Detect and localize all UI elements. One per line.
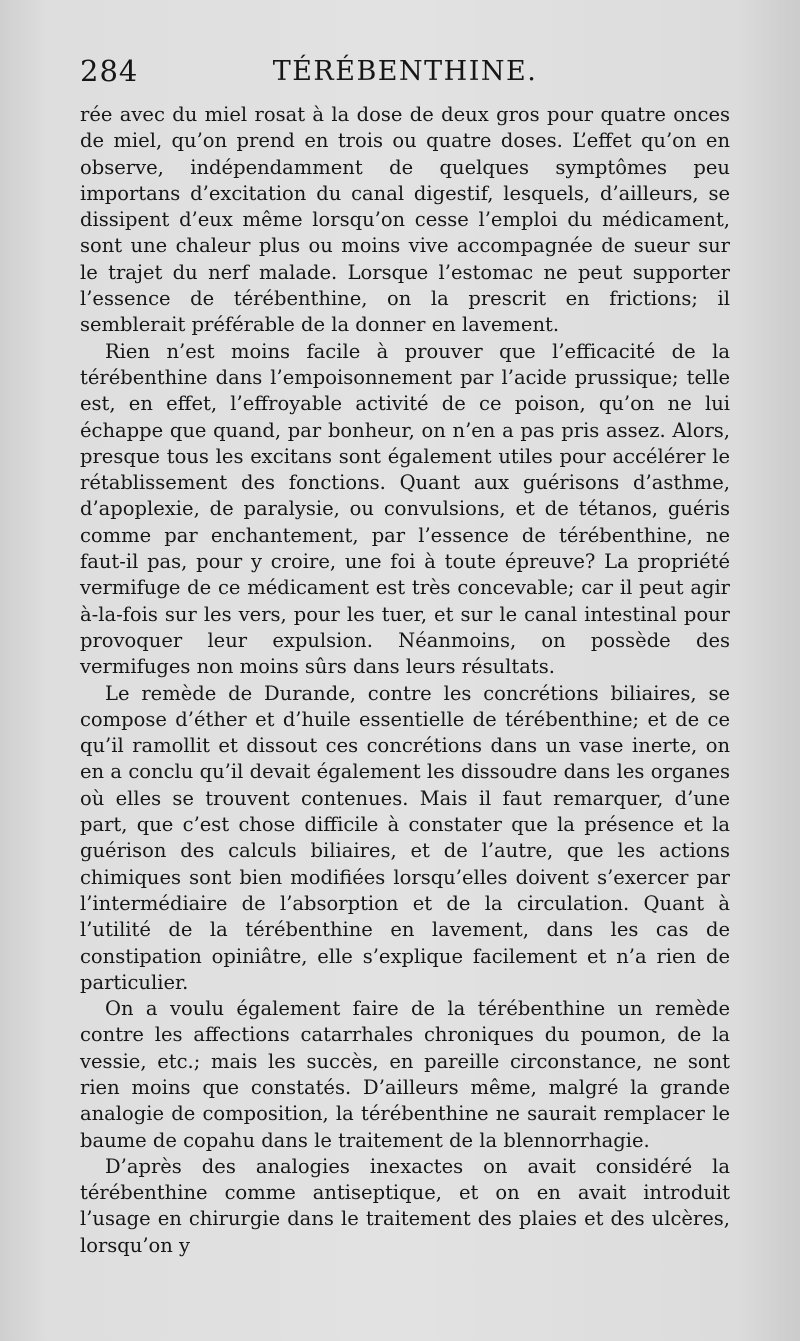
running-title: TÉRÉBENTHINE. <box>272 56 538 87</box>
paragraph-antiseptic: D’après des analogies inexactes on avait considéré la térébenthine comme antiseptique, et on en avait introduit l’usage en chirurgie dans le traitement des plaies et des ulcères, lorsqu’on y <box>80 1154 730 1257</box>
paragraph-catarrhal-affections: On a voulu également faire de la térébenthine un remède contre les affections catarrhales chroniques du poumon, de la vessie, etc.; mais les succès, en pareille circonstance, ne sont rien moins que constatés. D’ailleurs même, malgré la grande analogie de composition, la térébenthine ne saurait remplacer le baume de copahu dans le traitement de la blennorrhagie. <box>80 997 730 1152</box>
paragraph-continuation: rée avec du miel rosat à la dose de deux gros pour quatre onces de miel, qu’on prend en trois ou quatre doses. L’effet qu’on en observe, indépendamment de quelques symptômes peu importans d’excitation du canal digestif, lesquels, d’ailleurs, se dissipent d’eux même lorsqu’on cesse l’emploi du médicament, sont une chaleur plus ou moins vive accompagnée de sueur sur le trajet du nerf malade. Lorsque l’estomac ne peut supporter l’essence de térébenthine, on la prescrit en frictions; il semblerait préférable de la donner en lavement. <box>80 103 730 337</box>
page-number: 284 <box>80 54 139 88</box>
paragraph-durande-remedy: Le remède de Durande, contre les concrétions biliaires, se compose d’éther et d’huile essentielle de térébenthine; et de ce qu’il ramollit et dissout ces concrétions dans un vase inerte, on en a conclu qu’il devait également les dissoudre dans les organes où elles se trouvent contenues. Mais il faut remarquer, d’une part, que c’est chose difficile à constater que la présence et la guérison des calculs biliaires, et de l’autre, que les actions chimiques sont bien modifiées lorsqu’elles doivent s’exercer par l’intermédiaire de l’absorption et de la circulation. Quant à l’utilité de la térébenthine en lavement, dans les cas de constipation opiniâtre, elle s’explique facilement et n’a rien de particulier. <box>80 681 730 994</box>
paragraph-prussic-acid: Rien n’est moins facile à prouver que l’efficacité de la térébenthine dans l’empoisonnement par l’acide prussique; telle est, en effet, l’effroyable activité de ce poison, qu’on ne lui échappe que quand, par bonheur, on n’en a pas pris assez. Alors, presque tous les excitans sont également utiles pour accélérer le rétablissement des fonctions. Quant aux guérisons d’asthme, d’apoplexie, de paralysie, ou convulsions, et de tétanos, guéris comme par enchantement, par l’essence de térébenthine, ne faut-il pas, pour y croire, une foi à toute épreuve? La propriété vermifuge de ce médicament est très concevable; car il peut agir à-la-fois sur les vers, pour les tuer, et sur le canal intestinal pour provoquer leur expulsion. Néanmoins, on possède des vermifuges non moins sûrs dans leurs résultats. <box>80 339 730 679</box>
page-header <box>80 54 730 94</box>
body-text <box>80 102 730 1259</box>
